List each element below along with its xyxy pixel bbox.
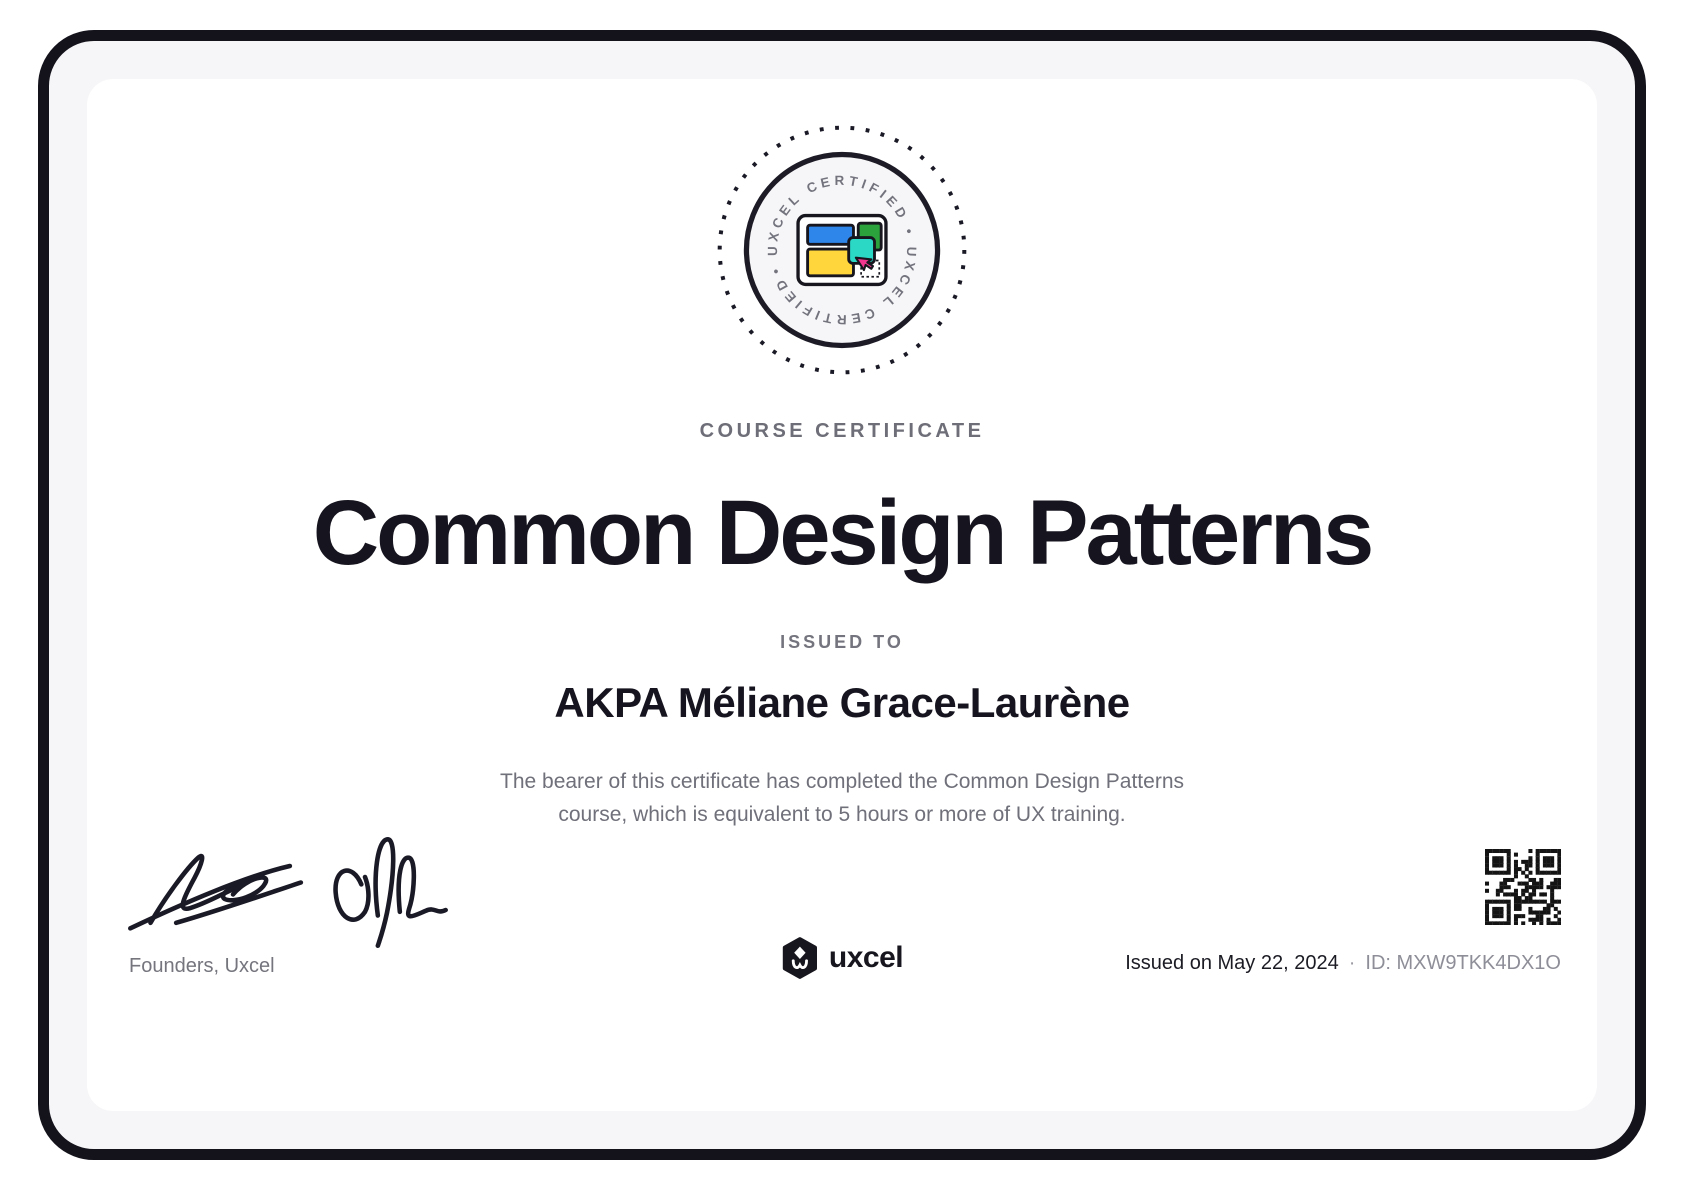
- issue-line: [1125, 951, 1561, 975]
- qr-code: [1485, 849, 1561, 925]
- recipient-name: AKPA Méliane Grace-Laurène: [554, 679, 1130, 726]
- uxcel-certified-seal-icon: [713, 121, 971, 379]
- signatories-label: Founders, Uxcel: [129, 955, 275, 977]
- issue-block: [1125, 849, 1561, 975]
- design-patterns-icon: [798, 216, 886, 285]
- certificate-id: ID: MXW9TKK4DX1O: [1365, 952, 1561, 974]
- course-title: Common Design Patterns: [312, 482, 1372, 584]
- uxcel-wordmark: uxcel: [828, 941, 904, 974]
- course-certificate-label: COURSE CERTIFICATE: [699, 420, 985, 442]
- certificate-frame: [38, 30, 1646, 1160]
- description-line-1: The bearer of this certificate has completed the Common Design Patterns: [500, 770, 1184, 793]
- uxcel-logo-icon: [781, 937, 819, 979]
- certificate-description: [500, 765, 1184, 831]
- founder-signature-1: [130, 856, 300, 928]
- signature-block: [123, 827, 463, 978]
- certificate-card: [87, 79, 1597, 1111]
- seal-ring-text: • UXCEL CERTIFIED • UXCEL CERTIFIED: [764, 172, 920, 328]
- separator-dot: ·: [1348, 952, 1356, 974]
- description-line-2: course, which is equivalent to 5 hours or more of UX training.: [558, 803, 1126, 826]
- founder-signature-2: [336, 839, 446, 945]
- uxcel-brand: [781, 937, 903, 979]
- issued-on-date: Issued on May 22, 2024: [1125, 952, 1339, 974]
- issued-to-label: ISSUED TO: [780, 632, 904, 652]
